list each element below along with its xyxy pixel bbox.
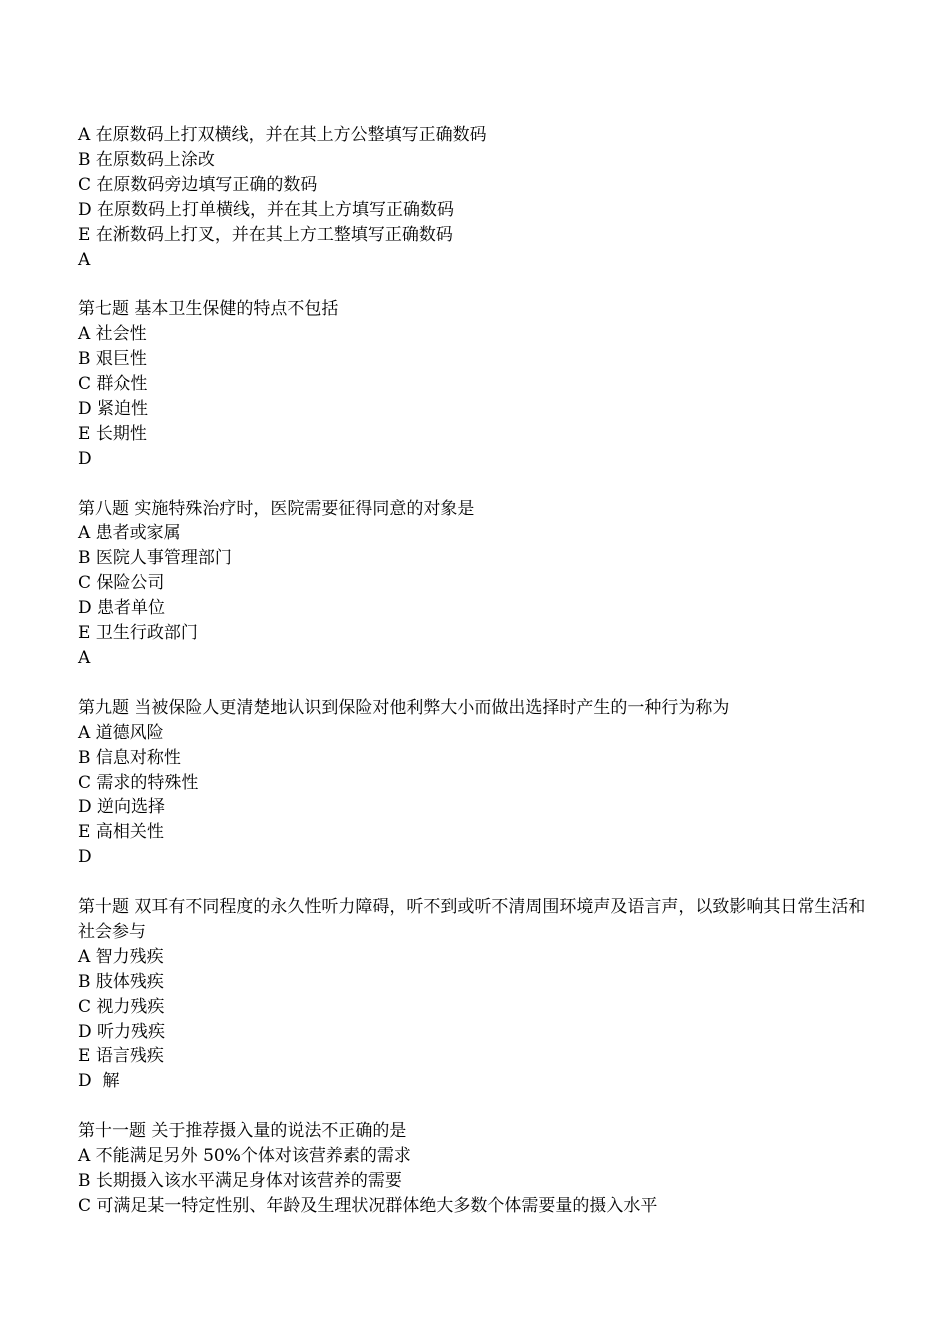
question-block — [78, 1119, 878, 1219]
option-b: B 肢体残疾 — [78, 971, 164, 992]
option-a: A 社会性 — [78, 324, 147, 345]
question-title: 第十一题 关于推荐摄入量的说法不正确的是 — [78, 1121, 407, 1142]
option-e: E 长期性 — [78, 423, 147, 444]
question-title: 第十题 双耳有不同程度的永久性听力障碍，听不到或听不清周围环境声及语言声，以致影响其日常生活和社会参与 — [78, 897, 866, 942]
question-block — [78, 895, 878, 1094]
option-d: D 逆向选择 — [78, 797, 166, 818]
option-d: D 患者单位 — [78, 598, 166, 619]
question-title: 第八题 实施特殊治疗时，医院需要征得同意的对象是 — [78, 498, 475, 519]
option-e: E 卫生行政部门 — [78, 623, 198, 644]
option-b: B 长期摄入该水平满足身体对该营养的需要 — [78, 1170, 402, 1191]
option-c: C 需求的特殊性 — [78, 772, 199, 793]
question-block — [78, 497, 878, 671]
option-a: A 不能满足另外 50%个体对该营养素的需求 — [78, 1146, 411, 1167]
answer: D — [78, 847, 92, 868]
option-c: C 可满足某一特定性别、年龄及生理状况群体绝大多数个体需要量的摄入水平 — [78, 1195, 658, 1216]
question-title: 第七题 基本卫生保健的特点不包括 — [78, 299, 339, 320]
answer: A — [78, 648, 91, 668]
option-a: A 道德风险 — [78, 722, 164, 743]
question-title: 第九题 当被保险人更清楚地认识到保险对他利弊大小而做出选择时产生的一种行为称为 — [78, 697, 730, 718]
option-e: E 高相关性 — [78, 822, 164, 843]
answer: A — [78, 249, 91, 270]
option-a: A 患者或家属 — [78, 523, 181, 544]
option-a: A 智力残疾 — [78, 946, 164, 967]
option-e: E 语言残疾 — [78, 1046, 164, 1067]
option-b: B 在原数码上涂改 — [78, 149, 215, 170]
document-page — [78, 123, 878, 1244]
option-d: D 在原数码上打单横线，并在其上方填写正确数码 — [78, 199, 455, 220]
option-b: B 信息对称性 — [78, 747, 181, 768]
option-d: D 紧迫性 — [78, 398, 149, 419]
option-a: A 在原数码上打双横线，并在其上方公整填写正确数码 — [78, 125, 487, 145]
option-b: B 艰巨性 — [78, 349, 147, 370]
option-e: E 在淅数码上打叉，并在其上方工整填写正确数码 — [78, 224, 453, 245]
option-d: D 听力残疾 — [78, 1021, 166, 1042]
question-block — [78, 297, 878, 471]
question-block — [78, 123, 878, 272]
option-c: C 视力残疾 — [78, 996, 165, 1017]
option-c: C 保险公司 — [78, 573, 165, 594]
answer: D 解 — [78, 1071, 120, 1092]
option-b: B 医院人事管理部门 — [78, 548, 232, 569]
option-c: C 群众性 — [78, 374, 148, 395]
option-c: C 在原数码旁边填写正确的数码 — [78, 174, 318, 195]
question-block — [78, 696, 878, 870]
answer: D — [78, 448, 92, 469]
